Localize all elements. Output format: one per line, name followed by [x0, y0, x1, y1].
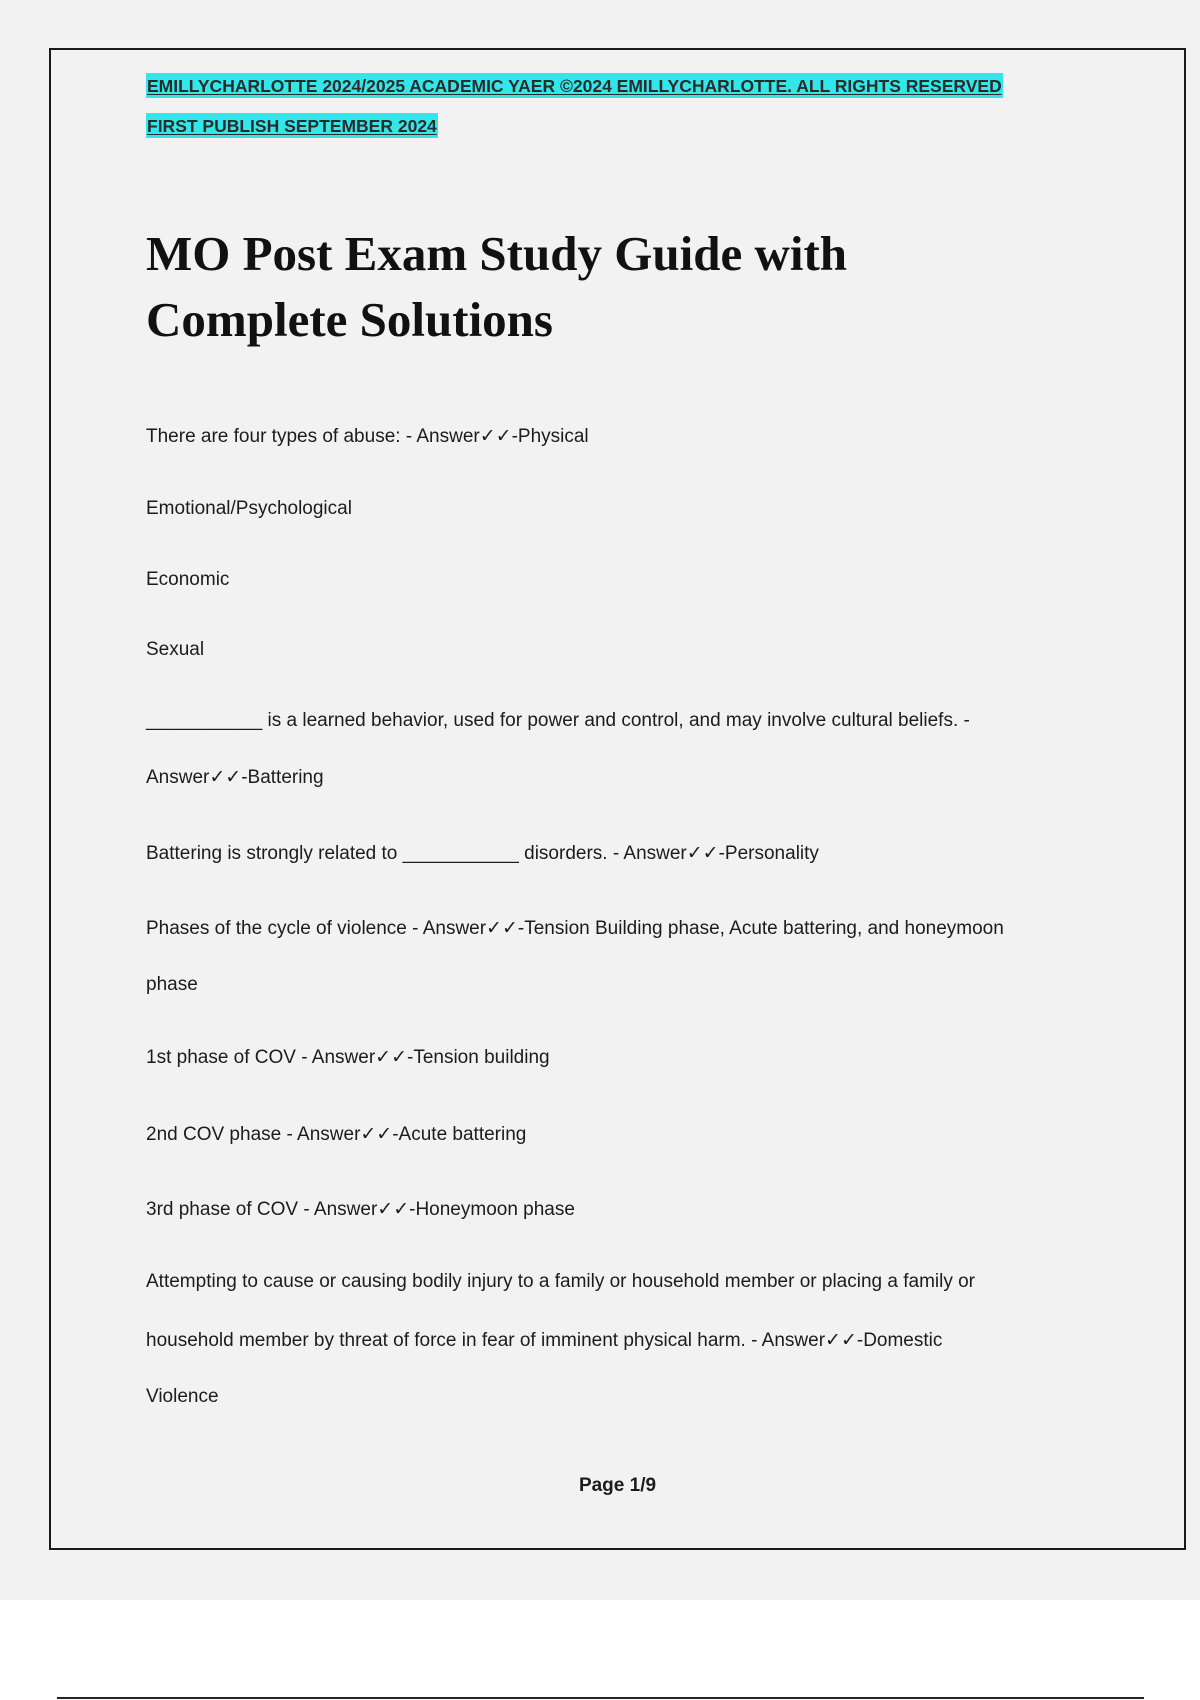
question-cycle-phases-continued: phase	[146, 974, 198, 995]
question-domestic-violence-line-2: household member by threat of force in fear of imminent physical harm. - Answer✓✓-Domestic	[146, 1330, 943, 1351]
question-abuse-types: There are four types of abuse: - Answer✓✓-Physical	[146, 426, 589, 447]
answer-line-economic: Economic	[146, 569, 230, 590]
question-battering-disorders: Battering is strongly related to ___________ disorders. - Answer✓✓-Personality	[146, 843, 819, 864]
copyright-header-text: EMILLYCHARLOTTE 2024/2025 ACADEMIC YAER ©2024 EMILLYCHARLOTTE. ALL RIGHTS RESERVED	[146, 73, 1003, 98]
question-learned-behavior: ___________ is a learned behavior, used for power and control, and may involve cultural beliefs. -	[146, 710, 970, 731]
publish-date-header-text: FIRST PUBLISH SEPTEMBER 2024	[146, 113, 438, 138]
question-first-phase: 1st phase of COV - Answer✓✓-Tension building	[146, 1047, 550, 1068]
publish-date-header	[146, 118, 438, 136]
copyright-header	[146, 78, 1003, 96]
next-page-top-border	[57, 1697, 1144, 1699]
answer-line-sexual: Sexual	[146, 639, 205, 660]
question-third-phase: 3rd phase of COV - Answer✓✓-Honeymoon phase	[146, 1199, 575, 1220]
answer-line-emotional: Emotional/Psychological	[146, 498, 352, 519]
question-cycle-phases: Phases of the cycle of violence - Answer✓✓-Tension Building phase, Acute battering, and honeymoon	[146, 918, 1004, 939]
question-domestic-violence-line-3: Violence	[146, 1386, 219, 1407]
document-title-line-2: Complete Solutions	[146, 292, 554, 347]
question-second-phase: 2nd COV phase - Answer✓✓-Acute battering	[146, 1124, 527, 1145]
document-title-line-1: MO Post Exam Study Guide with	[146, 226, 848, 281]
page-number: Page 1/9	[578, 1475, 657, 1496]
document-page	[49, 48, 1186, 1550]
question-domestic-violence: Attempting to cause or causing bodily injury to a family or household member or placing a family or	[146, 1271, 976, 1292]
document-title	[146, 221, 847, 353]
answer-line-battering: Answer✓✓-Battering	[146, 767, 324, 788]
